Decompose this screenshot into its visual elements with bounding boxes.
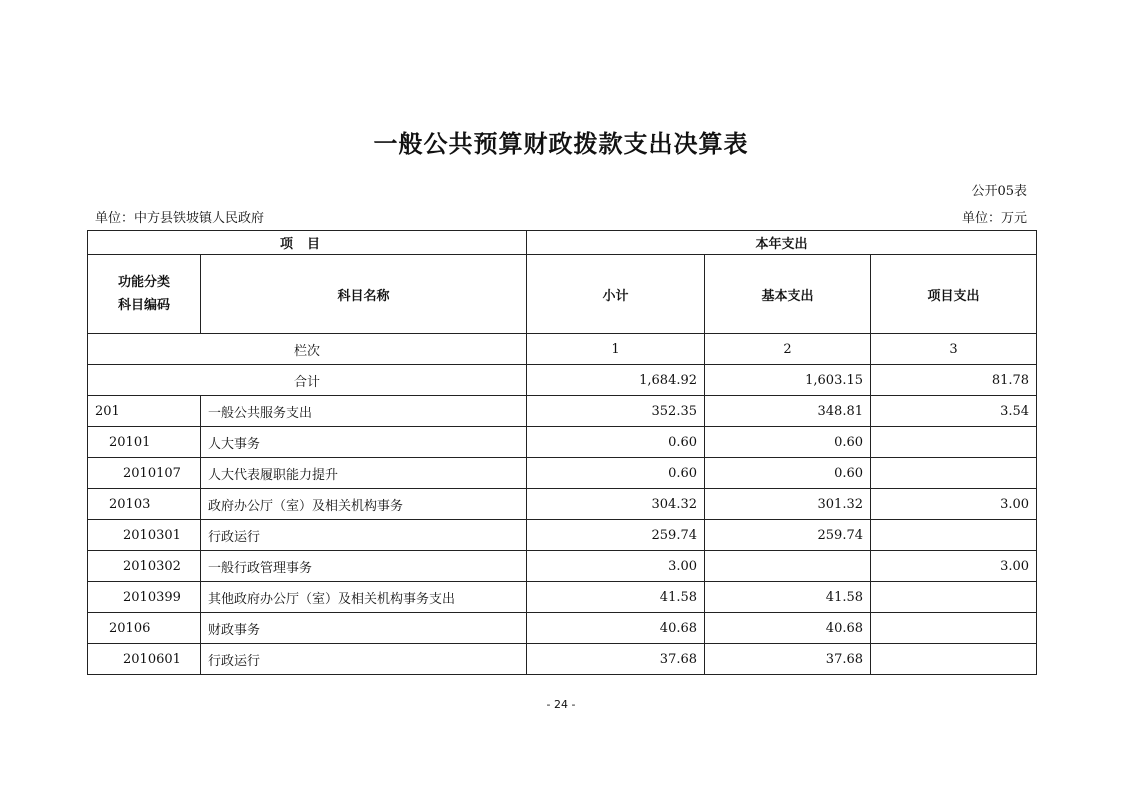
row-project xyxy=(871,644,1037,675)
row-project: 3.00 xyxy=(871,489,1037,520)
table-row xyxy=(88,489,1037,520)
row-code: 20101 xyxy=(88,427,201,458)
column-index-1: 1 xyxy=(527,334,705,365)
row-code: 201 xyxy=(88,396,201,427)
table-row xyxy=(88,520,1037,551)
row-name: 其他政府办公厅（室）及相关机构事务支出 xyxy=(201,582,527,613)
currency-unit: 单位：万元 xyxy=(961,211,1027,226)
page-title: 一般公共预算财政拨款支出决算表 xyxy=(373,130,749,158)
row-subtotal: 3.00 xyxy=(527,551,705,582)
row-project xyxy=(871,427,1037,458)
row-name: 行政运行 xyxy=(201,520,527,551)
page-number: - 24 - xyxy=(546,698,576,711)
column-index-3: 3 xyxy=(871,334,1037,365)
row-basic: 37.68 xyxy=(705,644,871,675)
form-number: 公开05表 xyxy=(971,184,1027,199)
row-name: 人大代表履职能力提升 xyxy=(201,458,527,489)
row-subtotal: 40.68 xyxy=(527,613,705,644)
row-subtotal: 259.74 xyxy=(527,520,705,551)
row-code: 20106 xyxy=(88,613,201,644)
table-row xyxy=(88,551,1037,582)
reporting-unit: 单位：中方县铁坡镇人民政府 xyxy=(95,211,265,226)
row-code: 2010107 xyxy=(88,458,201,489)
row-code: 2010301 xyxy=(88,520,201,551)
row-basic: 0.60 xyxy=(705,427,871,458)
row-code: 2010399 xyxy=(88,582,201,613)
total-subtotal: 1,684.92 xyxy=(527,365,705,396)
row-code: 2010601 xyxy=(88,644,201,675)
total-basic: 1,603.15 xyxy=(705,365,871,396)
row-code: 20103 xyxy=(88,489,201,520)
expenditure-table xyxy=(87,230,1037,675)
row-basic: 348.81 xyxy=(705,396,871,427)
header-project: 项目支出 xyxy=(871,255,1037,334)
total-label: 合计 xyxy=(88,365,527,396)
row-project xyxy=(871,613,1037,644)
header-code-line1: 功能分类 xyxy=(117,275,170,290)
header-this-year: 本年支出 xyxy=(527,231,1037,255)
header-item: 项目 xyxy=(88,231,527,255)
row-project xyxy=(871,458,1037,489)
row-project xyxy=(871,582,1037,613)
row-name: 一般行政管理事务 xyxy=(201,551,527,582)
row-basic: 41.58 xyxy=(705,582,871,613)
row-subtotal: 352.35 xyxy=(527,396,705,427)
table-row xyxy=(88,613,1037,644)
header-code-line2: 科目编码 xyxy=(117,298,170,313)
table-row xyxy=(88,582,1037,613)
column-index-row xyxy=(88,334,1037,365)
row-project: 3.00 xyxy=(871,551,1037,582)
row-basic: 259.74 xyxy=(705,520,871,551)
row-name: 人大事务 xyxy=(201,427,527,458)
row-basic: 40.68 xyxy=(705,613,871,644)
row-project xyxy=(871,520,1037,551)
row-basic: 0.60 xyxy=(705,458,871,489)
row-basic xyxy=(705,551,871,582)
row-name: 政府办公厅（室）及相关机构事务 xyxy=(201,489,527,520)
header-row-2 xyxy=(88,255,1037,334)
total-row xyxy=(88,365,1037,396)
row-name: 财政事务 xyxy=(201,613,527,644)
row-subtotal: 0.60 xyxy=(527,427,705,458)
header-name: 科目名称 xyxy=(201,255,527,334)
row-basic: 301.32 xyxy=(705,489,871,520)
header-row-1 xyxy=(88,231,1037,255)
row-subtotal: 304.32 xyxy=(527,489,705,520)
table-row xyxy=(88,427,1037,458)
row-subtotal: 41.58 xyxy=(527,582,705,613)
row-name: 行政运行 xyxy=(201,644,527,675)
column-index-label: 栏次 xyxy=(88,334,527,365)
row-subtotal: 37.68 xyxy=(527,644,705,675)
column-index-2: 2 xyxy=(705,334,871,365)
header-basic: 基本支出 xyxy=(705,255,871,334)
header-code xyxy=(88,255,201,334)
table-row xyxy=(88,644,1037,675)
row-code: 2010302 xyxy=(88,551,201,582)
total-project: 81.78 xyxy=(871,365,1037,396)
row-project: 3.54 xyxy=(871,396,1037,427)
table-row xyxy=(88,458,1037,489)
table-row xyxy=(88,396,1037,427)
row-name: 一般公共服务支出 xyxy=(201,396,527,427)
row-subtotal: 0.60 xyxy=(527,458,705,489)
header-subtotal: 小计 xyxy=(527,255,705,334)
